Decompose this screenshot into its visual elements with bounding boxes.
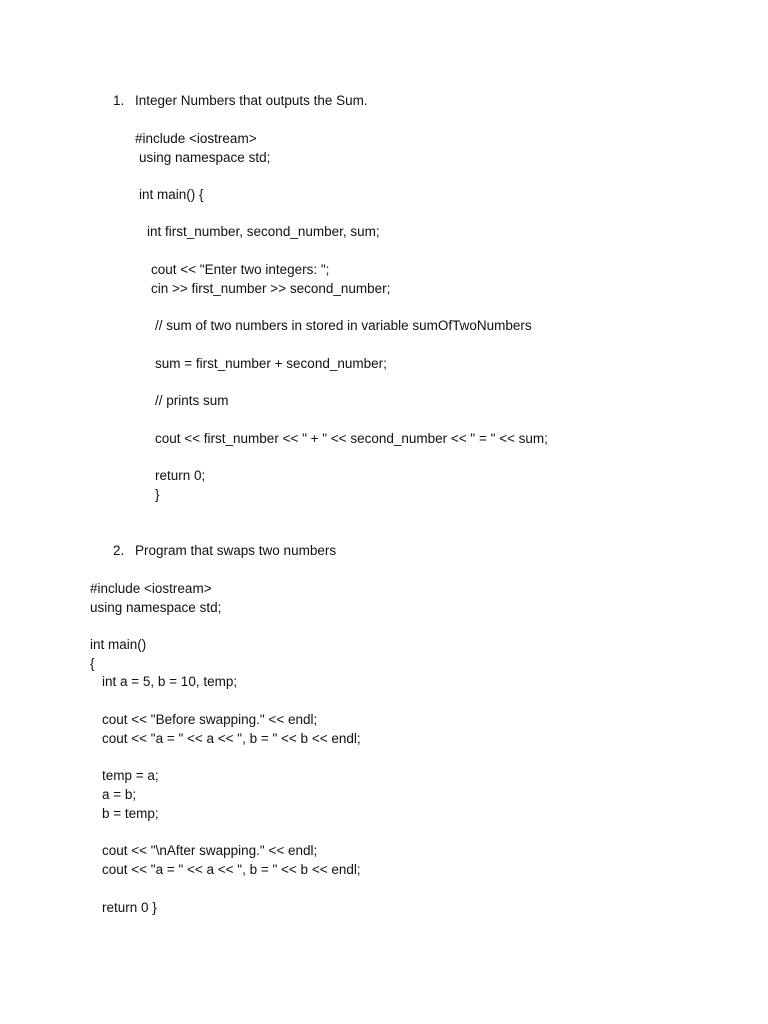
- code-comment: // prints sum: [155, 393, 229, 408]
- code-line: #include <iostream>: [135, 131, 257, 146]
- code-line: b = temp;: [102, 806, 159, 821]
- code-line: cout << "\nAfter swapping." << endl;: [102, 843, 318, 858]
- code-line: cout << first_number << " + " << second_number << " = " << sum;: [155, 431, 548, 446]
- code-line: int a = 5, b = 10, temp;: [102, 674, 238, 689]
- code-line: return 0 }: [102, 900, 157, 915]
- code-line: using namespace std;: [90, 600, 222, 615]
- code-line: cout << "a = " << a << ", b = " << b << endl;: [102, 862, 361, 877]
- code-line: #include <iostream>: [90, 581, 212, 596]
- code-line: cout << "Before swapping." << endl;: [102, 712, 318, 727]
- code-line: cin >> first_number >> second_number;: [151, 281, 391, 296]
- code-line: temp = a;: [102, 768, 159, 783]
- code-line: int main(): [90, 637, 147, 652]
- code-line: {: [90, 656, 95, 671]
- code-line: cout << "a = " << a << ", b = " << b << endl;: [102, 731, 361, 746]
- code-line: }: [155, 487, 160, 502]
- list-number-2: 2.: [113, 543, 125, 558]
- code-line: a = b;: [102, 787, 137, 802]
- code-comment: // sum of two numbers in stored in variable sumOfTwoNumbers: [155, 318, 532, 333]
- section-1-heading: Integer Numbers that outputs the Sum.: [135, 93, 368, 108]
- code-line: cout << "Enter two integers: ";: [151, 262, 330, 277]
- code-line: return 0;: [155, 468, 206, 483]
- section-2-heading: Program that swaps two numbers: [135, 543, 337, 558]
- code-line: using namespace std;: [139, 150, 271, 165]
- code-line: int first_number, second_number, sum;: [147, 224, 380, 239]
- code-line: int main() {: [139, 187, 204, 202]
- code-line: sum = first_number + second_number;: [155, 356, 387, 371]
- list-number-1: 1.: [113, 93, 125, 108]
